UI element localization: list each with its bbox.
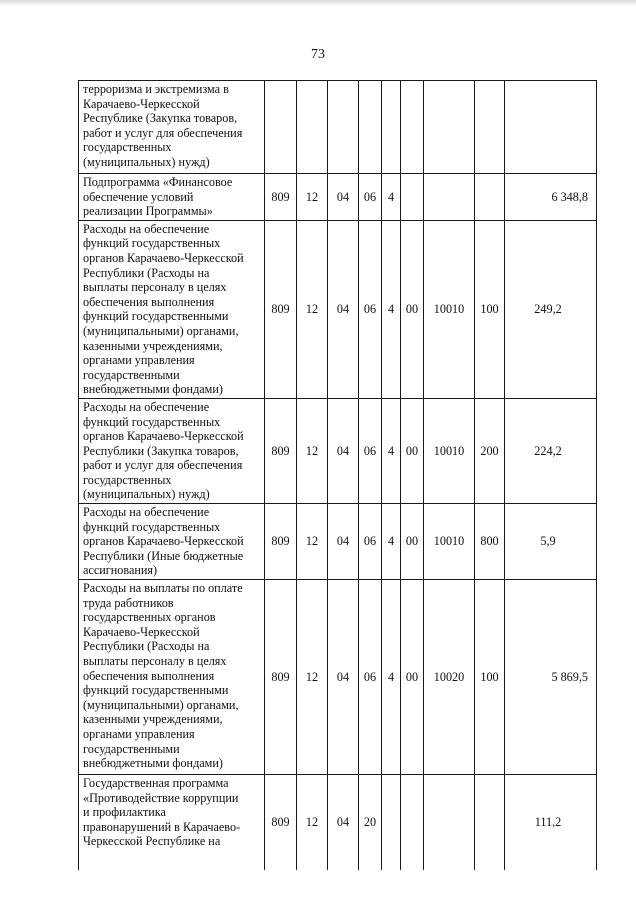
code-cell-7: 10010 <box>424 504 475 580</box>
code-cell-1: 809 <box>265 580 297 775</box>
code-cell-5 <box>382 81 401 174</box>
code-cell-4: 20 <box>359 775 382 870</box>
amount-cell: 111,2 <box>505 775 597 870</box>
code-cell-7: 10010 <box>424 220 475 398</box>
code-cell-5: 4 <box>382 504 401 580</box>
code-cell-8 <box>475 81 505 174</box>
code-cell-5: 4 <box>382 398 401 503</box>
code-cell-8 <box>475 174 505 221</box>
row-description: Расходы на выплаты по оплате труда работников государственных органов Карачаево-Черкесской Республики (Расходы на выплаты персоналу в целях обеспечения выполнения функций государственными (муниципальными) органами, казенными учреждениями, органами управления государственными внебюджетными фондами) <box>79 580 265 775</box>
code-cell-5 <box>382 775 401 870</box>
table-row <box>79 398 597 503</box>
budget-table-body <box>79 81 597 870</box>
scan-top-edge <box>0 0 636 6</box>
code-cell-2: 12 <box>297 775 328 870</box>
code-cell-7 <box>424 81 475 174</box>
code-cell-3: 04 <box>328 504 359 580</box>
code-cell-1: 809 <box>265 398 297 503</box>
code-cell-2 <box>297 81 328 174</box>
code-cell-4: 06 <box>359 580 382 775</box>
amount-cell <box>505 81 597 174</box>
code-cell-6: 00 <box>401 504 424 580</box>
table-row <box>79 504 597 580</box>
code-cell-2: 12 <box>297 220 328 398</box>
code-cell-1: 809 <box>265 220 297 398</box>
table-row <box>79 775 597 870</box>
code-cell-1: 809 <box>265 775 297 870</box>
amount-cell: 224,2 <box>505 398 597 503</box>
code-cell-2: 12 <box>297 504 328 580</box>
code-cell-1: 809 <box>265 504 297 580</box>
code-cell-6 <box>401 775 424 870</box>
code-cell-7 <box>424 174 475 221</box>
code-cell-3: 04 <box>328 775 359 870</box>
code-cell-6: 00 <box>401 220 424 398</box>
amount-cell: 249,2 <box>505 220 597 398</box>
table-row <box>79 220 597 398</box>
code-cell-3: 04 <box>328 220 359 398</box>
code-cell-8: 100 <box>475 220 505 398</box>
row-description: Расходы на обеспечение функций государственных органов Карачаево-Черкесской Республики (Иные бюджетные ассигнования) <box>79 504 265 580</box>
code-cell-4: 06 <box>359 398 382 503</box>
row-description: Подпрограмма «Финансовое обеспечение условий реализации Программы» <box>79 174 265 221</box>
code-cell-4 <box>359 81 382 174</box>
table-row <box>79 174 597 221</box>
code-cell-5: 4 <box>382 174 401 221</box>
code-cell-6: 00 <box>401 580 424 775</box>
budget-table <box>78 80 597 870</box>
code-cell-2: 12 <box>297 398 328 503</box>
code-cell-2: 12 <box>297 580 328 775</box>
code-cell-3: 04 <box>328 398 359 503</box>
row-description: Расходы на обеспечение функций государственных органов Карачаево-Черкесской Республики (Расходы на выплаты персоналу в целях обеспечения выполнения функций государственными (муниципальными) органами, казенными учреждениями, органами управления государственными внебюджетными фондами) <box>79 220 265 398</box>
amount-cell: 5 869,5 <box>505 580 597 775</box>
row-description: терроризма и экстремизма в Карачаево-Черкесской Республике (Закупка товаров, работ и услуг для обеспечения государственных (муниципальных) нужд) <box>79 81 265 174</box>
code-cell-8: 800 <box>475 504 505 580</box>
code-cell-5: 4 <box>382 580 401 775</box>
code-cell-2: 12 <box>297 174 328 221</box>
code-cell-8 <box>475 775 505 870</box>
amount-cell: 6 348,8 <box>505 174 597 221</box>
page-number: 73 <box>311 47 325 62</box>
code-cell-3: 04 <box>328 580 359 775</box>
row-description: Расходы на обеспечение функций государственных органов Карачаево-Черкесской Республики (Закупка товаров, работ и услуг для обеспечения государственных (муниципальных) нужд) <box>79 398 265 503</box>
code-cell-3: 04 <box>328 174 359 221</box>
code-cell-8: 100 <box>475 580 505 775</box>
code-cell-6 <box>401 81 424 174</box>
code-cell-6 <box>401 174 424 221</box>
row-description: Государственная программа «Противодействие коррупции и профилактика правонарушений в Карачаево- Черкесской Республике на <box>79 775 265 870</box>
code-cell-1: 809 <box>265 174 297 221</box>
table-row <box>79 580 597 775</box>
table-row <box>79 81 597 174</box>
code-cell-7: 10010 <box>424 398 475 503</box>
code-cell-4: 06 <box>359 174 382 221</box>
code-cell-7 <box>424 775 475 870</box>
code-cell-6: 00 <box>401 398 424 503</box>
code-cell-4: 06 <box>359 220 382 398</box>
code-cell-3 <box>328 81 359 174</box>
code-cell-1 <box>265 81 297 174</box>
code-cell-8: 200 <box>475 398 505 503</box>
code-cell-7: 10020 <box>424 580 475 775</box>
amount-cell: 5,9 <box>505 504 597 580</box>
code-cell-5: 4 <box>382 220 401 398</box>
code-cell-4: 06 <box>359 504 382 580</box>
